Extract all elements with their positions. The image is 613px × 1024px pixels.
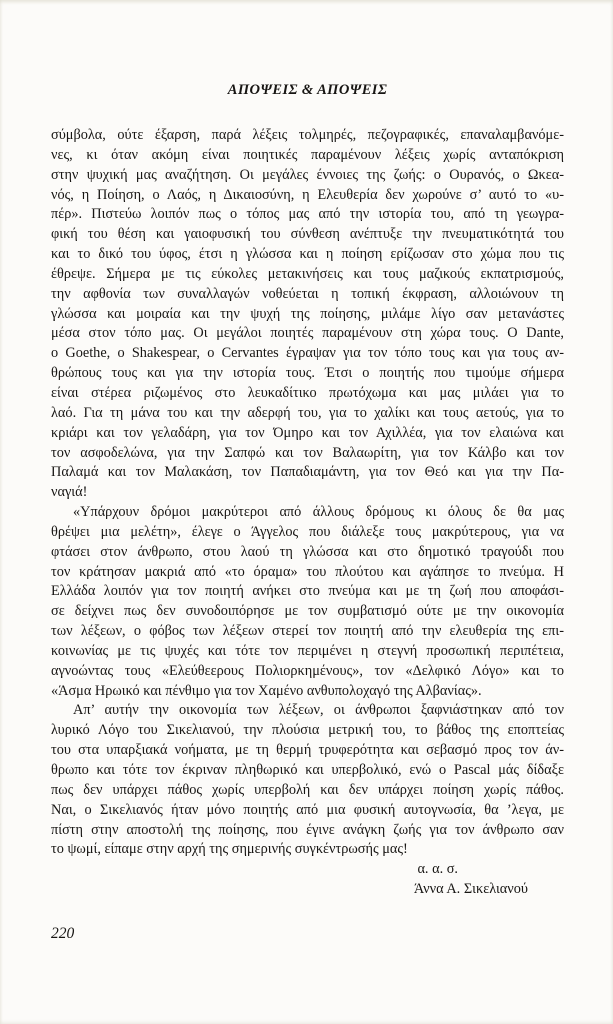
body-text bbox=[51, 126, 564, 860]
text-line: «Υπάρχουν δρόμοι μακρύτεροι από άλλους δρόμους κι όλους δε θα μας bbox=[73, 504, 564, 521]
text-line: στην ψυχική μας αναζήτηση. Οι μεγάλες έννοιες της ζωής: ο Ουρανός, ο Ωκεα- bbox=[51, 166, 564, 183]
signature-initials: α. α. σ. bbox=[417, 861, 458, 878]
text-line: Παλαμά και τον Μαλακάση, τον Παπαδιαμάντη, για τον Θεό και για την Πα- bbox=[51, 464, 564, 481]
text-line: Ελλάδα λοιπόν για τον ποιητή ανήκει στο πνεύμα και με τη ζωή που αποφάσι- bbox=[51, 583, 564, 600]
signature-name: Άννα Α. Σικελιανού bbox=[413, 881, 528, 898]
body-text-block bbox=[51, 126, 564, 900]
text-line: μέσα στον τόπο μας. Οι μεγάλοι ποιητές παραμένουν στη χώρα τους. Ο Dante, bbox=[51, 325, 564, 342]
running-head: ΑΠΟΨΕΙΣ & ΑΠΟΨΕΙΣ bbox=[227, 82, 388, 98]
text-line: πως δεν υπάρχει πάθος χωρίς υπερβολή και δεν υπάρχει ποίηση χωρίς πάθος. bbox=[51, 781, 564, 798]
text-line: το ψωμί, είπαμε στην αρχή της σημερινής συγκέντρωσής μας! bbox=[51, 841, 408, 858]
text-line: νός, η Ποίηση, ο Λαός, η Δικαιοσύνη, η Ελευθερία δεν χωρούνε σ’ αυτό το «υ- bbox=[51, 186, 564, 203]
text-line: πίστη στην αποστολή της ποίησης, που έγινε ανάγκη ζωής για τον άνθρωπο σαν bbox=[51, 821, 564, 838]
text-line: πέρ». Πιστεύω λοιπόν πως ο τόπος μας από την ιστορία του, από τη γεωγρα- bbox=[51, 206, 564, 223]
text-line: του στα υπαρξιακά νοήματα, με τη θερμή τρυφερότητα και σεβασμό προς τον άν- bbox=[51, 742, 564, 759]
text-line: ναγιά! bbox=[51, 484, 88, 501]
text-line: Απ’ αυτήν την οικονομία των λέξεων, οι άνθρωποι ξαφνιάστηκαν από τον bbox=[73, 702, 564, 719]
text-line: φική του θέση και γαιοφυσική του σύνθεση ανέπτυξε την πνευματικότητά του bbox=[51, 226, 564, 243]
text-line: σε δείχνει πως δεν συνοδοιπόρησε με τον συμβατισμό ούτε με την οικονομία bbox=[51, 603, 564, 620]
text-line: λυρικό Λόγο του Σικελιανού, την πλούσια μετρική του, το βάθος της εποπτείας bbox=[51, 722, 564, 739]
text-line: είναι στέρεα ριζωμένος στο λευκαδίτικο πρωτόχωμα και μας μιλάει για το bbox=[51, 384, 564, 401]
text-line: λαό. Για τη μάνα του και την αδερφή του, για το χαλίκι και τους αετούς, για το bbox=[51, 404, 564, 421]
text-line: φτάσει στον άνθρωπο, στου λαού τη γλώσσα και στο δημοτικό τραγούδι που bbox=[51, 543, 564, 560]
text-line: «Άσμα Ηρωικό και πένθιμο για τον Χαμένο ανθυπολοχαγό της Αλβανίας». bbox=[51, 682, 482, 699]
text-line: την αφθονία των συναλλαγών νοθεύεται η τοπική έκφραση, αλλοιώνουν τη bbox=[51, 285, 564, 302]
page-number: 220 bbox=[51, 925, 75, 942]
text-line: ο Goethe, ο Shakespear, ο Cervantes έγραψαν για τον τόπο τους και για τους αν- bbox=[51, 345, 564, 362]
text-line: κοινωνίας με τις ψυχές και τότε τον περιμένει η στεγνή προσωπική περιπέτεια, bbox=[51, 642, 564, 659]
text-line: τον ασφοδελώνα, για την Σαπφώ και τον Βαλαωρίτη, για τον Κάλβο και τον bbox=[51, 444, 564, 461]
text-line: θρέψει μια μελέτη», έλεγε ο Άγγελος που διάλεξε τους μακρύτερους, για να bbox=[51, 523, 564, 540]
text-line: αγνοώντας τους «Ελεύθεερους Πολιορκημένους», τον «Δελφικό Λόγο» και το bbox=[51, 662, 564, 679]
text-line: θρωπο και τότε τον έκριναν πληθωρικό και υπερβολικό, ενώ ο Pascal μάς δίδαξε bbox=[51, 762, 564, 778]
text-line: τον κράτησαν μακριά από «το όραμα» του πλούτου και αγάπησε το πνεύμα. Η bbox=[51, 563, 564, 580]
text-line: Ναι, ο Σικελιανός ήταν μόνο ποιητής από μια φυσική αυτογνωσία, θα ’λεγα, με bbox=[51, 801, 564, 818]
text-line: σύμβολα, ούτε έξαρση, παρά λέξεις τολμηρές, πεζογραφικές, επαναλαμβανόμε- bbox=[51, 127, 564, 143]
text-line: των λέξεων, ο φόβος των λέξεων στερεί τον ποιητή από την ελευθερία της επι- bbox=[51, 623, 564, 640]
text-line: έθρεψε. Σήμερα με τις εύκολες μετακινήσεις και τους μαζικούς εκπατρισμούς, bbox=[51, 265, 564, 282]
text-line: και το δικό του ύφος, έτσι η γλώσσα και η ποίηση ερίζωσαν στο χώμα που τις bbox=[51, 246, 564, 263]
text-line: νες, κι όταν ακόμη είναι ποιητικές παραμένουν λέξεις χωρίς ανταπόκριση bbox=[51, 146, 564, 163]
text-line: γλώσσα και μοιραία και την ψυχή της ποίησης, μιλάμε λίγο σαν μετανάστες bbox=[51, 305, 564, 322]
text-line: θρώπους τους και για την ιστορία τους. Έτσι ο ποιητής που τιμούμε σήμερα bbox=[51, 365, 564, 382]
text-line: κριάρι και τον γελαδάρη, για τον Όμηρο και τον Αχιλλέα, για τον ελαιώνα και bbox=[51, 424, 564, 441]
